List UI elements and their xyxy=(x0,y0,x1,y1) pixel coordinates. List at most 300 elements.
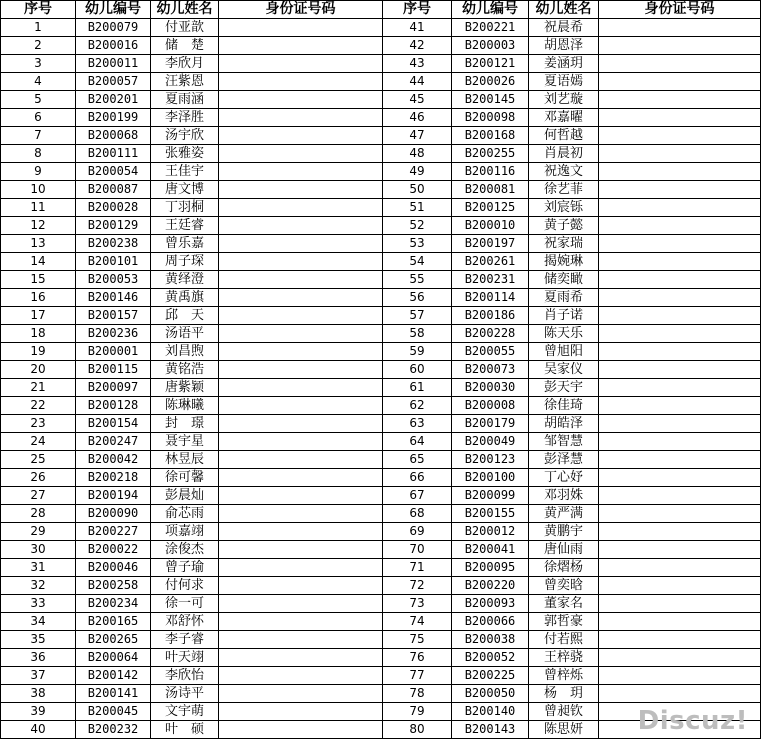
row-id-2 xyxy=(599,667,761,685)
row-seq-2: 50 xyxy=(383,181,452,199)
row-seq-2: 64 xyxy=(383,433,452,451)
row-code-2: B200145 xyxy=(452,91,529,109)
row-seq: 19 xyxy=(1,343,76,361)
row-name: 唐紫颖 xyxy=(151,379,219,397)
row-seq: 27 xyxy=(1,487,76,505)
row-seq: 21 xyxy=(1,379,76,397)
row-id xyxy=(219,487,383,505)
row-seq-2: 45 xyxy=(383,91,452,109)
row-code-2: B200225 xyxy=(452,667,529,685)
row-id-2 xyxy=(599,343,761,361)
row-name-2: 肖晨初 xyxy=(529,145,599,163)
row-id xyxy=(219,577,383,595)
row-seq: 13 xyxy=(1,235,76,253)
row-seq-2: 61 xyxy=(383,379,452,397)
row-name-2: 陈天乐 xyxy=(529,325,599,343)
table-row xyxy=(1,541,761,559)
row-name-2: 黄严满 xyxy=(529,505,599,523)
row-name-2: 曾梓烁 xyxy=(529,667,599,685)
row-id-2 xyxy=(599,631,761,649)
row-name-2: 付若熙 xyxy=(529,631,599,649)
table-row xyxy=(1,613,761,631)
row-name: 李泽胜 xyxy=(151,109,219,127)
row-name-2: 邓羽姝 xyxy=(529,487,599,505)
row-name: 李欣月 xyxy=(151,55,219,73)
row-seq-2: 49 xyxy=(383,163,452,181)
row-seq-2: 46 xyxy=(383,109,452,127)
row-code: B200016 xyxy=(76,37,151,55)
row-code-2: B200179 xyxy=(452,415,529,433)
row-id-2 xyxy=(599,577,761,595)
table-row xyxy=(1,181,761,199)
row-name-2: 丁心妤 xyxy=(529,469,599,487)
row-code: B200053 xyxy=(76,271,151,289)
row-name-2: 吴家仪 xyxy=(529,361,599,379)
row-name: 文宇萌 xyxy=(151,703,219,721)
row-id-2 xyxy=(599,109,761,127)
row-id xyxy=(219,523,383,541)
row-name: 徐一可 xyxy=(151,595,219,613)
row-seq: 28 xyxy=(1,505,76,523)
row-name-2: 揭婉琳 xyxy=(529,253,599,271)
row-seq-2: 57 xyxy=(383,307,452,325)
row-seq-2: 48 xyxy=(383,145,452,163)
row-code-2: B200197 xyxy=(452,235,529,253)
row-id xyxy=(219,559,383,577)
row-seq: 8 xyxy=(1,145,76,163)
row-code-2: B200116 xyxy=(452,163,529,181)
row-id-2 xyxy=(599,181,761,199)
row-id xyxy=(219,505,383,523)
row-name-2: 邓嘉曜 xyxy=(529,109,599,127)
row-seq-2: 53 xyxy=(383,235,452,253)
header-name: 幼儿姓名 xyxy=(151,1,219,19)
row-id-2 xyxy=(599,145,761,163)
row-name: 付亚歆 xyxy=(151,19,219,37)
row-id xyxy=(219,469,383,487)
table-row xyxy=(1,199,761,217)
row-name: 汤宇欣 xyxy=(151,127,219,145)
table-row xyxy=(1,73,761,91)
row-seq-2: 74 xyxy=(383,613,452,631)
row-id-2 xyxy=(599,613,761,631)
table-row xyxy=(1,487,761,505)
row-code: B200046 xyxy=(76,559,151,577)
row-code: B200028 xyxy=(76,199,151,217)
row-seq-2: 72 xyxy=(383,577,452,595)
row-id-2 xyxy=(599,289,761,307)
row-seq-2: 66 xyxy=(383,469,452,487)
row-seq: 17 xyxy=(1,307,76,325)
row-code: B200057 xyxy=(76,73,151,91)
row-name: 张雅姿 xyxy=(151,145,219,163)
row-code: B200090 xyxy=(76,505,151,523)
row-name-2: 刘艺璇 xyxy=(529,91,599,109)
row-id xyxy=(219,181,383,199)
row-id-2 xyxy=(599,91,761,109)
row-code: B200054 xyxy=(76,163,151,181)
row-code: B200154 xyxy=(76,415,151,433)
row-id-2 xyxy=(599,325,761,343)
row-id xyxy=(219,289,383,307)
row-seq: 39 xyxy=(1,703,76,721)
table-row xyxy=(1,145,761,163)
row-name: 汪紫恩 xyxy=(151,73,219,91)
table-row xyxy=(1,37,761,55)
row-name-2: 曾奕晗 xyxy=(529,577,599,595)
row-seq: 24 xyxy=(1,433,76,451)
row-id xyxy=(219,415,383,433)
row-code: B200142 xyxy=(76,667,151,685)
row-seq: 3 xyxy=(1,55,76,73)
row-name-2: 黄子懿 xyxy=(529,217,599,235)
row-seq: 30 xyxy=(1,541,76,559)
row-name: 李子睿 xyxy=(151,631,219,649)
row-seq-2: 59 xyxy=(383,343,452,361)
row-id-2 xyxy=(599,433,761,451)
row-seq: 14 xyxy=(1,253,76,271)
row-seq-2: 56 xyxy=(383,289,452,307)
row-code: B200001 xyxy=(76,343,151,361)
table-row xyxy=(1,217,761,235)
row-name: 俞芯雨 xyxy=(151,505,219,523)
table-row xyxy=(1,505,761,523)
table-row xyxy=(1,523,761,541)
row-code-2: B200026 xyxy=(452,73,529,91)
row-name: 黄铭浩 xyxy=(151,361,219,379)
row-id xyxy=(219,163,383,181)
row-name: 夏雨涵 xyxy=(151,91,219,109)
row-name: 黄绎澄 xyxy=(151,271,219,289)
row-name: 王佳宇 xyxy=(151,163,219,181)
row-seq-2: 60 xyxy=(383,361,452,379)
row-code-2: B200030 xyxy=(452,379,529,397)
row-code-2: B200121 xyxy=(452,55,529,73)
row-id xyxy=(219,649,383,667)
row-code: B200146 xyxy=(76,289,151,307)
row-seq: 18 xyxy=(1,325,76,343)
row-id-2 xyxy=(599,379,761,397)
row-code: B200232 xyxy=(76,721,151,739)
row-seq-2: 65 xyxy=(383,451,452,469)
table-row xyxy=(1,631,761,649)
row-seq: 31 xyxy=(1,559,76,577)
row-seq: 12 xyxy=(1,217,76,235)
table-row xyxy=(1,91,761,109)
row-id xyxy=(219,721,383,739)
row-code-2: B200228 xyxy=(452,325,529,343)
row-code-2: B200073 xyxy=(452,361,529,379)
row-code-2: B200050 xyxy=(452,685,529,703)
row-id-2 xyxy=(599,253,761,271)
row-code: B200079 xyxy=(76,19,151,37)
table-row xyxy=(1,235,761,253)
row-seq-2: 77 xyxy=(383,667,452,685)
row-name: 彭晨灿 xyxy=(151,487,219,505)
row-name: 刘昌煦 xyxy=(151,343,219,361)
row-code: B200087 xyxy=(76,181,151,199)
row-id xyxy=(219,451,383,469)
row-id xyxy=(219,613,383,631)
row-seq-2: 71 xyxy=(383,559,452,577)
row-id xyxy=(219,379,383,397)
row-id xyxy=(219,685,383,703)
row-id xyxy=(219,145,383,163)
row-name-2: 姜涵玥 xyxy=(529,55,599,73)
row-seq: 7 xyxy=(1,127,76,145)
row-code-2: B200099 xyxy=(452,487,529,505)
table-row xyxy=(1,559,761,577)
row-code: B200165 xyxy=(76,613,151,631)
row-seq-2: 73 xyxy=(383,595,452,613)
row-name-2: 彭泽慧 xyxy=(529,451,599,469)
row-code-2: B200049 xyxy=(452,433,529,451)
row-name: 叶天翊 xyxy=(151,649,219,667)
row-name: 丁羽桐 xyxy=(151,199,219,217)
row-name-2: 董家名 xyxy=(529,595,599,613)
table-row xyxy=(1,577,761,595)
row-id-2 xyxy=(599,523,761,541)
row-name: 王廷睿 xyxy=(151,217,219,235)
row-seq: 11 xyxy=(1,199,76,217)
table-row xyxy=(1,289,761,307)
row-seq: 1 xyxy=(1,19,76,37)
header-code-2: 幼儿编号 xyxy=(452,1,529,19)
row-id xyxy=(219,631,383,649)
row-id-2 xyxy=(599,307,761,325)
row-code: B200045 xyxy=(76,703,151,721)
row-seq-2: 44 xyxy=(383,73,452,91)
row-name-2: 黄鹏宇 xyxy=(529,523,599,541)
row-name-2: 王梓骁 xyxy=(529,649,599,667)
header-name-2: 幼儿姓名 xyxy=(529,1,599,19)
row-id xyxy=(219,541,383,559)
row-code-2: B200186 xyxy=(452,307,529,325)
row-code-2: B200093 xyxy=(452,595,529,613)
row-id xyxy=(219,73,383,91)
row-seq-2: 70 xyxy=(383,541,452,559)
row-code-2: B200168 xyxy=(452,127,529,145)
table-row xyxy=(1,307,761,325)
row-name: 聂宇星 xyxy=(151,433,219,451)
row-name-2: 陈思妍 xyxy=(529,721,599,739)
table-row xyxy=(1,649,761,667)
table-row xyxy=(1,271,761,289)
row-name-2: 杨 玥 xyxy=(529,685,599,703)
row-code-2: B200143 xyxy=(452,721,529,739)
row-name: 林昱辰 xyxy=(151,451,219,469)
table-row xyxy=(1,361,761,379)
row-code: B200201 xyxy=(76,91,151,109)
row-seq-2: 55 xyxy=(383,271,452,289)
row-seq-2: 75 xyxy=(383,631,452,649)
row-code: B200115 xyxy=(76,361,151,379)
row-code-2: B200155 xyxy=(452,505,529,523)
row-seq: 33 xyxy=(1,595,76,613)
row-name: 曾子瑜 xyxy=(151,559,219,577)
row-code-2: B200098 xyxy=(452,109,529,127)
table-row xyxy=(1,19,761,37)
row-seq: 38 xyxy=(1,685,76,703)
row-id-2 xyxy=(599,163,761,181)
row-code: B200097 xyxy=(76,379,151,397)
row-id-2 xyxy=(599,217,761,235)
row-name: 邱 天 xyxy=(151,307,219,325)
row-id-2 xyxy=(599,19,761,37)
row-id xyxy=(219,307,383,325)
row-code: B200227 xyxy=(76,523,151,541)
row-id-2 xyxy=(599,595,761,613)
table-row xyxy=(1,163,761,181)
row-code: B200042 xyxy=(76,451,151,469)
table-row xyxy=(1,415,761,433)
header-row xyxy=(1,1,761,19)
row-code: B200157 xyxy=(76,307,151,325)
row-id-2 xyxy=(599,37,761,55)
row-code: B200218 xyxy=(76,469,151,487)
row-seq-2: 41 xyxy=(383,19,452,37)
row-name: 徐可馨 xyxy=(151,469,219,487)
row-id-2 xyxy=(599,235,761,253)
row-name-2: 彭天宇 xyxy=(529,379,599,397)
row-name: 储 楚 xyxy=(151,37,219,55)
row-code-2: B200010 xyxy=(452,217,529,235)
row-name: 付何求 xyxy=(151,577,219,595)
row-seq: 22 xyxy=(1,397,76,415)
row-id xyxy=(219,343,383,361)
row-name-2: 唐仙雨 xyxy=(529,541,599,559)
row-name-2: 邹智慧 xyxy=(529,433,599,451)
row-seq: 34 xyxy=(1,613,76,631)
row-seq-2: 68 xyxy=(383,505,452,523)
row-name: 封 璟 xyxy=(151,415,219,433)
row-id xyxy=(219,109,383,127)
row-code-2: B200123 xyxy=(452,451,529,469)
row-seq-2: 51 xyxy=(383,199,452,217)
row-code: B200258 xyxy=(76,577,151,595)
row-seq-2: 47 xyxy=(383,127,452,145)
row-name-2: 夏语嫣 xyxy=(529,73,599,91)
row-code-2: B200221 xyxy=(452,19,529,37)
row-code: B200128 xyxy=(76,397,151,415)
row-seq: 2 xyxy=(1,37,76,55)
row-name-2: 胡恩泽 xyxy=(529,37,599,55)
row-seq-2: 58 xyxy=(383,325,452,343)
table-row xyxy=(1,379,761,397)
header-id: 身份证号码 xyxy=(219,1,383,19)
row-code: B200064 xyxy=(76,649,151,667)
table-row xyxy=(1,325,761,343)
table-row xyxy=(1,127,761,145)
row-name: 曾乐嘉 xyxy=(151,235,219,253)
row-code-2: B200255 xyxy=(452,145,529,163)
row-id-2 xyxy=(599,559,761,577)
table-row xyxy=(1,253,761,271)
row-code: B200238 xyxy=(76,235,151,253)
discuz-watermark: Discuz! xyxy=(637,706,748,736)
row-seq-2: 42 xyxy=(383,37,452,55)
row-seq-2: 78 xyxy=(383,685,452,703)
row-code-2: B200231 xyxy=(452,271,529,289)
row-name: 邓舒怀 xyxy=(151,613,219,631)
row-code: B200234 xyxy=(76,595,151,613)
row-code-2: B200261 xyxy=(452,253,529,271)
row-name-2: 徐艺菲 xyxy=(529,181,599,199)
row-name: 汤诗平 xyxy=(151,685,219,703)
row-name: 涂俊杰 xyxy=(151,541,219,559)
row-seq: 10 xyxy=(1,181,76,199)
header-id-2: 身份证号码 xyxy=(599,1,761,19)
row-code: B200129 xyxy=(76,217,151,235)
row-seq: 20 xyxy=(1,361,76,379)
row-seq-2: 69 xyxy=(383,523,452,541)
row-code-2: B200140 xyxy=(452,703,529,721)
row-name-2: 祝逸文 xyxy=(529,163,599,181)
row-code-2: B200041 xyxy=(452,541,529,559)
row-seq: 29 xyxy=(1,523,76,541)
row-code: B200111 xyxy=(76,145,151,163)
row-code-2: B200038 xyxy=(452,631,529,649)
row-id-2 xyxy=(599,649,761,667)
table-row xyxy=(1,685,761,703)
row-id-2 xyxy=(599,73,761,91)
row-id xyxy=(219,595,383,613)
row-name: 叶 硕 xyxy=(151,721,219,739)
row-seq-2: 76 xyxy=(383,649,452,667)
header-seq-2: 序号 xyxy=(383,1,452,19)
row-code-2: B200008 xyxy=(452,397,529,415)
row-seq: 9 xyxy=(1,163,76,181)
row-id xyxy=(219,703,383,721)
row-seq: 37 xyxy=(1,667,76,685)
row-code: B200011 xyxy=(76,55,151,73)
row-seq: 36 xyxy=(1,649,76,667)
row-seq-2: 67 xyxy=(383,487,452,505)
row-name: 汤语平 xyxy=(151,325,219,343)
row-seq-2: 63 xyxy=(383,415,452,433)
row-code-2: B200066 xyxy=(452,613,529,631)
row-name: 李欣怡 xyxy=(151,667,219,685)
row-name-2: 胡皓泽 xyxy=(529,415,599,433)
row-name-2: 曾昶钦 xyxy=(529,703,599,721)
row-name-2: 郭哲豪 xyxy=(529,613,599,631)
table-row xyxy=(1,55,761,73)
row-seq-2: 79 xyxy=(383,703,452,721)
row-name: 唐文博 xyxy=(151,181,219,199)
row-id xyxy=(219,199,383,217)
row-code: B200101 xyxy=(76,253,151,271)
row-id xyxy=(219,91,383,109)
row-name-2: 祝晨希 xyxy=(529,19,599,37)
row-code-2: B200003 xyxy=(452,37,529,55)
row-code-2: B200095 xyxy=(452,559,529,577)
row-name-2: 夏雨希 xyxy=(529,289,599,307)
row-id xyxy=(219,397,383,415)
row-id-2 xyxy=(599,127,761,145)
table-row xyxy=(1,109,761,127)
row-seq: 26 xyxy=(1,469,76,487)
row-id xyxy=(219,325,383,343)
row-code-2: B200100 xyxy=(452,469,529,487)
row-id-2 xyxy=(599,541,761,559)
row-id-2 xyxy=(599,199,761,217)
row-seq: 32 xyxy=(1,577,76,595)
row-code-2: B200125 xyxy=(452,199,529,217)
row-id-2 xyxy=(599,55,761,73)
row-seq-2: 54 xyxy=(383,253,452,271)
row-name: 项嘉翊 xyxy=(151,523,219,541)
row-seq-2: 43 xyxy=(383,55,452,73)
